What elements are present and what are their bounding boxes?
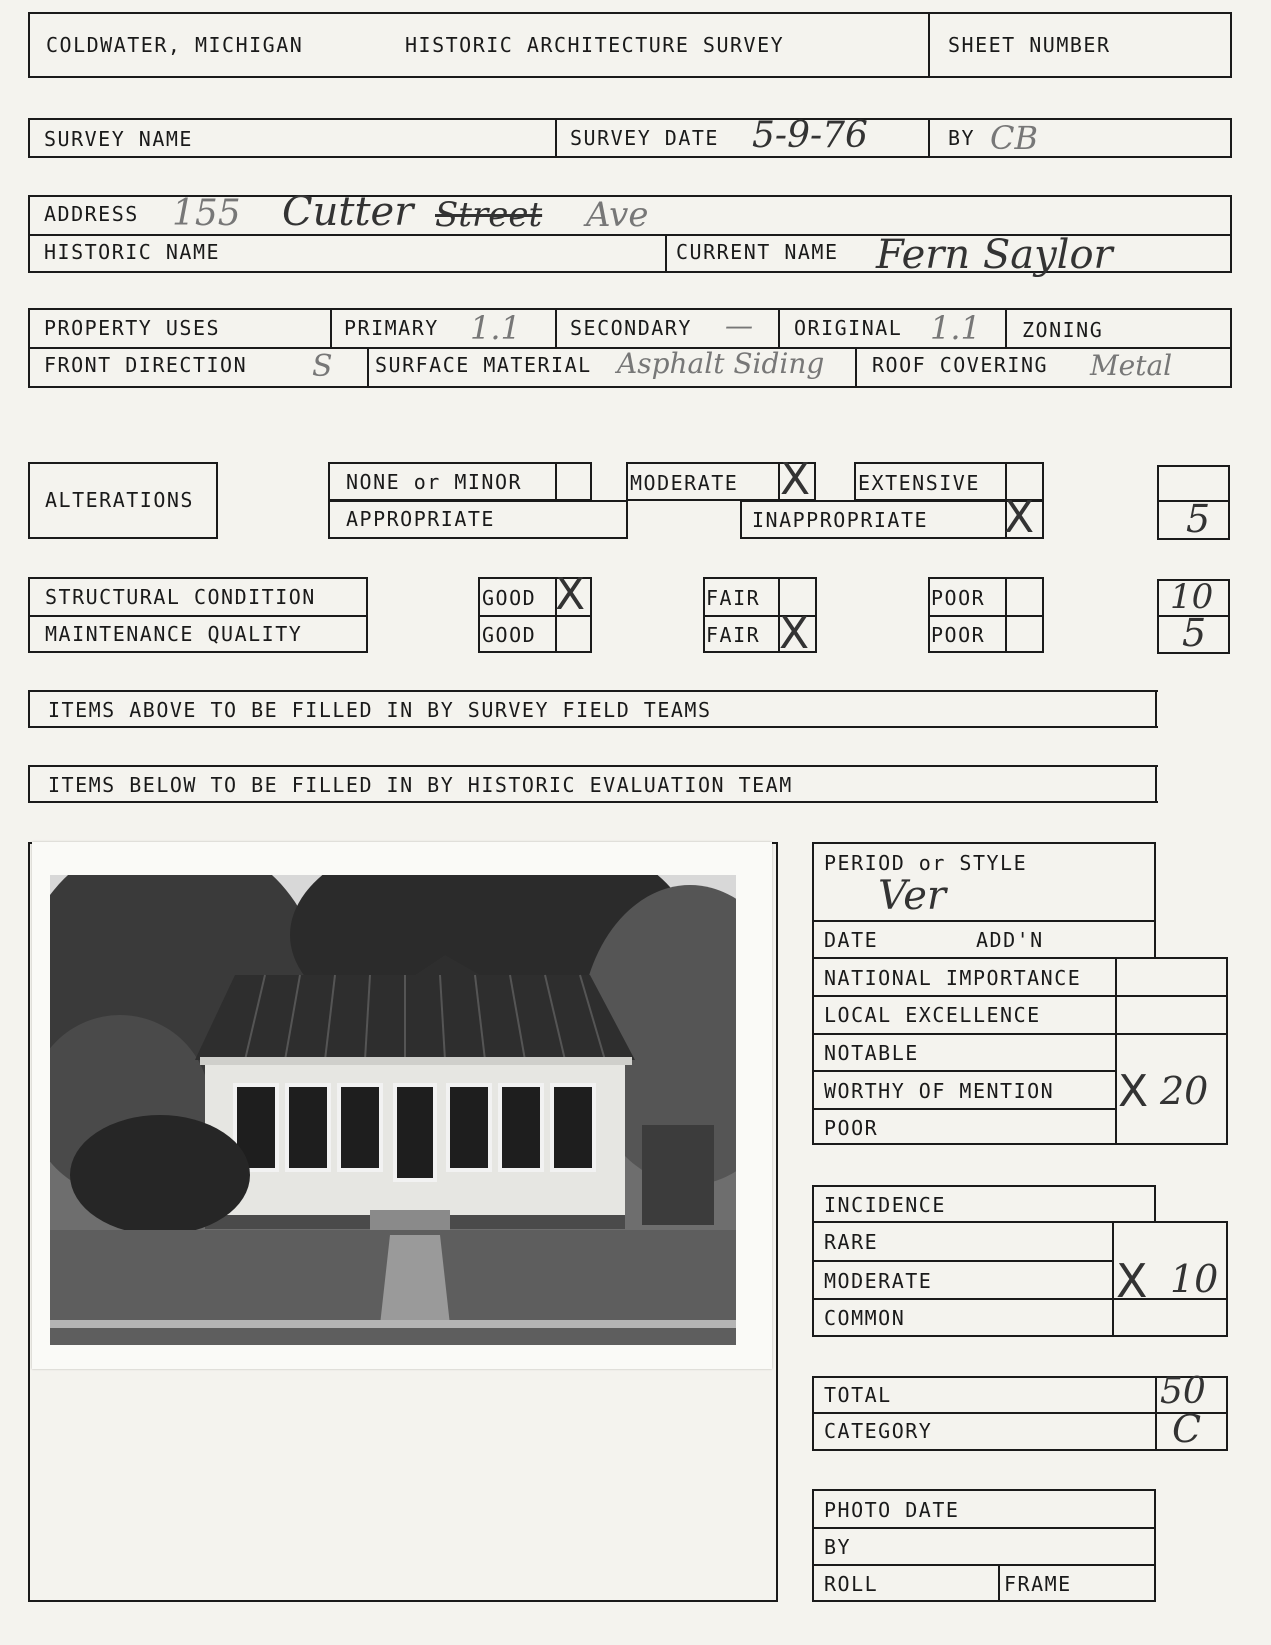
survey-by-value: CB [990, 119, 1038, 157]
front-direction-label: FRONT DIRECTION [44, 353, 248, 377]
worthy-score: 20 [1160, 1069, 1209, 1113]
local-excellence-label: LOCAL EXCELLENCE [824, 1003, 1041, 1027]
category-value: C [1172, 1407, 1202, 1451]
incidence-label: INCIDENCE [824, 1193, 946, 1217]
totals-divider [812, 1412, 1228, 1414]
alterations-label: ALTERATIONS [45, 488, 194, 512]
surface-material-value: Asphalt Siding [617, 347, 825, 380]
none-minor-check-divider [555, 462, 557, 501]
historic-name-label: HISTORIC NAME [44, 240, 221, 264]
maintenance-score: 5 [1182, 611, 1207, 655]
importance-line-2 [812, 1033, 1228, 1035]
importance-line-4 [812, 1108, 1115, 1110]
survey-date-label: SURVEY DATE [570, 126, 719, 150]
secondary-value: — [725, 309, 753, 342]
roof-covering-label: ROOF COVERING [872, 353, 1049, 377]
eval-poor-label: POOR [824, 1116, 879, 1140]
incidence-score: 10 [1170, 1257, 1219, 1301]
current-name-value: Fern Saylor [876, 232, 1113, 278]
property-v3 [778, 308, 780, 347]
moderate-alter-label: MODERATE [630, 471, 739, 495]
city-label: COLDWATER, MICHIGAN [46, 33, 304, 57]
incidence-score-divider [1112, 1221, 1114, 1337]
addn-label: ADD'N [976, 928, 1044, 952]
rare-label: RARE [824, 1230, 879, 1254]
category-label: CATEGORY [824, 1419, 933, 1443]
zoning-label: ZONING [1022, 318, 1104, 342]
structural-good-label: GOOD [482, 586, 537, 610]
importance-line-3 [812, 1070, 1115, 1072]
appropriate-label: APPROPRIATE [346, 507, 495, 531]
property-v1 [330, 308, 332, 347]
property-v4 [1005, 308, 1007, 347]
poor-check-divider [1005, 577, 1007, 653]
total-value: 50 [1160, 1371, 1206, 1412]
moderate-alter-check: X [780, 454, 811, 505]
front-direction-value: S [312, 349, 333, 384]
above-note-right [1155, 690, 1157, 728]
survey-divider-2 [928, 118, 930, 158]
house-photo [50, 875, 736, 1345]
sheet-number-label: SHEET NUMBER [948, 33, 1111, 57]
worthy-of-mention-label: WORTHY OF MENTION [824, 1079, 1055, 1103]
structural-fair-label: FAIR [706, 586, 761, 610]
worthy-check: X [1118, 1066, 1149, 1117]
maintenance-fair-check: X [779, 608, 810, 659]
structural-condition-label: STRUCTURAL CONDITION [45, 585, 316, 609]
maintenance-good-label: GOOD [482, 623, 537, 647]
name-divider [665, 234, 667, 273]
address-number: 155 [172, 193, 241, 234]
address-suffix: Ave [586, 195, 649, 235]
maintenance-poor-label: POOR [931, 623, 986, 647]
property-v6 [855, 347, 857, 388]
importance-score-divider [1115, 957, 1117, 1145]
photo-by-label: BY [824, 1535, 852, 1559]
original-value: 1.1 [930, 309, 981, 347]
photo-info-line-2 [812, 1564, 1156, 1566]
current-name-label: CURRENT NAME [676, 240, 839, 264]
above-note: ITEMS ABOVE TO BE FILLED IN BY SURVEY FIELD TEAMS [48, 698, 712, 722]
survey-name-label: SURVEY NAME [44, 127, 193, 151]
below-note: ITEMS BELOW TO BE FILLED IN BY HISTORIC EVALUATION TEAM [48, 773, 793, 797]
national-importance-label: NATIONAL IMPORTANCE [824, 966, 1082, 990]
structural-good-check: X [555, 569, 586, 620]
maintenance-quality-label: MAINTENANCE QUALITY [45, 622, 303, 646]
roll-label: ROLL [824, 1572, 879, 1596]
primary-label: PRIMARY [344, 316, 439, 340]
period-label: PERIOD or STYLE [824, 851, 1028, 875]
photo-info-line-1 [812, 1527, 1156, 1529]
structural-score: 10 [1170, 577, 1214, 617]
totals-score-divider [1155, 1376, 1157, 1451]
survey-by-label: BY [948, 126, 976, 150]
form-title: HISTORIC ARCHITECTURE SURVEY [405, 33, 785, 57]
structural-poor-label: POOR [931, 586, 986, 610]
primary-value: 1.1 [470, 309, 521, 347]
inappropriate-label: INAPPROPRIATE [752, 508, 929, 532]
roof-covering-value: Metal [1090, 349, 1173, 382]
common-label: COMMON [824, 1306, 906, 1330]
below-note-right [1155, 765, 1157, 803]
address-street: Cutter [282, 189, 414, 235]
importance-line-1 [812, 995, 1228, 997]
incidence-line-1 [812, 1260, 1112, 1262]
eval-date-label: DATE [824, 928, 879, 952]
original-label: ORIGINAL [794, 316, 903, 340]
condition-label-divider [28, 615, 368, 617]
total-label: TOTAL [824, 1383, 892, 1407]
secondary-label: SECONDARY [570, 316, 692, 340]
maintenance-fair-label: FAIR [706, 623, 761, 647]
incidence-moderate-check: X [1116, 1254, 1148, 1308]
survey-divider-1 [555, 118, 557, 158]
property-v2 [555, 308, 557, 347]
property-v5 [367, 347, 369, 388]
surface-material-label: SURFACE MATERIAL [375, 353, 592, 377]
frame-label: FRAME [1004, 1572, 1072, 1596]
incidence-moderate-label: MODERATE [824, 1269, 933, 1293]
poor-divider [928, 615, 1044, 617]
address-label: ADDRESS [44, 202, 139, 226]
incidence-line-2 [812, 1298, 1228, 1300]
property-uses-label: PROPERTY USES [44, 316, 221, 340]
notable-label: NOTABLE [824, 1041, 919, 1065]
survey-date-value: 5-9-76 [752, 115, 868, 156]
inappropriate-check: X [1004, 492, 1035, 543]
alterations-score: 5 [1186, 497, 1211, 541]
none-minor-label: NONE or MINOR [346, 470, 523, 494]
period-value: Ver [878, 873, 947, 919]
roll-frame-divider [998, 1564, 1000, 1602]
extensive-label: EXTENSIVE [858, 471, 980, 495]
address-struck-word: Street [435, 195, 543, 235]
photo-date-label: PHOTO DATE [824, 1498, 960, 1522]
header-divider [928, 12, 930, 78]
